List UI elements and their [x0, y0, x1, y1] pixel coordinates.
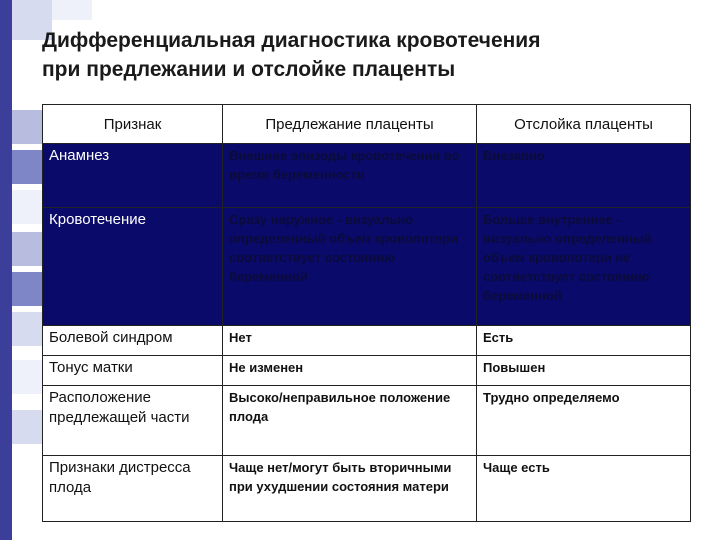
row-abruption: Трудно определяемо: [477, 386, 691, 456]
title-line-2: при предлежании и отслойке плаценты: [42, 58, 456, 81]
decor-square: [12, 190, 46, 224]
decor-square: [12, 410, 46, 444]
row-sign: Признаки дистресса плода: [43, 456, 223, 522]
row-previa: Сразу наружное - визуально определенный объем кровопотери соответствует состоянию беременной: [223, 208, 477, 326]
row-sign: Анамнез: [43, 144, 223, 208]
decor-square: [52, 0, 92, 20]
row-previa: Высоко/неправильное положение плода: [223, 386, 477, 456]
row-abruption: Внезапно: [477, 144, 691, 208]
diagnosis-table: [42, 104, 691, 522]
row-abruption: Повышен: [477, 356, 691, 386]
decor-square: [12, 360, 46, 394]
table-header-row: [43, 105, 691, 144]
header-abruption: Отслойка плаценты: [477, 105, 691, 144]
decor-square: [12, 232, 46, 266]
decor-square: [12, 272, 46, 306]
row-sign: Кровотечение: [43, 208, 223, 326]
row-abruption: Больше внутреннее - визуально определенный объем кровопотери не соответствует состоянию беременной: [477, 208, 691, 326]
left-accent-bar: [0, 0, 12, 540]
row-sign: Расположение предлежащей части: [43, 386, 223, 456]
decor-square: [12, 312, 46, 346]
row-previa: Не изменен: [223, 356, 477, 386]
title-line-1: Дифференциальная диагностика кровотечения: [42, 29, 541, 52]
row-abruption: Есть: [477, 326, 691, 356]
row-previa: Внешние эпизоды кровотечения во время беременности: [223, 144, 477, 208]
table-row: [43, 356, 691, 386]
row-abruption: Чаще есть: [477, 456, 691, 522]
table-row: [43, 144, 691, 208]
row-previa: Чаще нет/могут быть вторичными при ухудшении состояния матери: [223, 456, 477, 522]
table-row: [43, 208, 691, 326]
table-row: [43, 386, 691, 456]
table-row: [43, 326, 691, 356]
table-row: [43, 456, 691, 522]
row-sign: Болевой синдром: [43, 326, 223, 356]
row-sign: Тонус матки: [43, 356, 223, 386]
decor-square: [12, 150, 46, 184]
row-previa: Нет: [223, 326, 477, 356]
header-previa: Предлежание плаценты: [223, 105, 477, 144]
header-sign: Признак: [43, 105, 223, 144]
slide-title: [42, 26, 682, 84]
decor-square: [12, 110, 46, 144]
